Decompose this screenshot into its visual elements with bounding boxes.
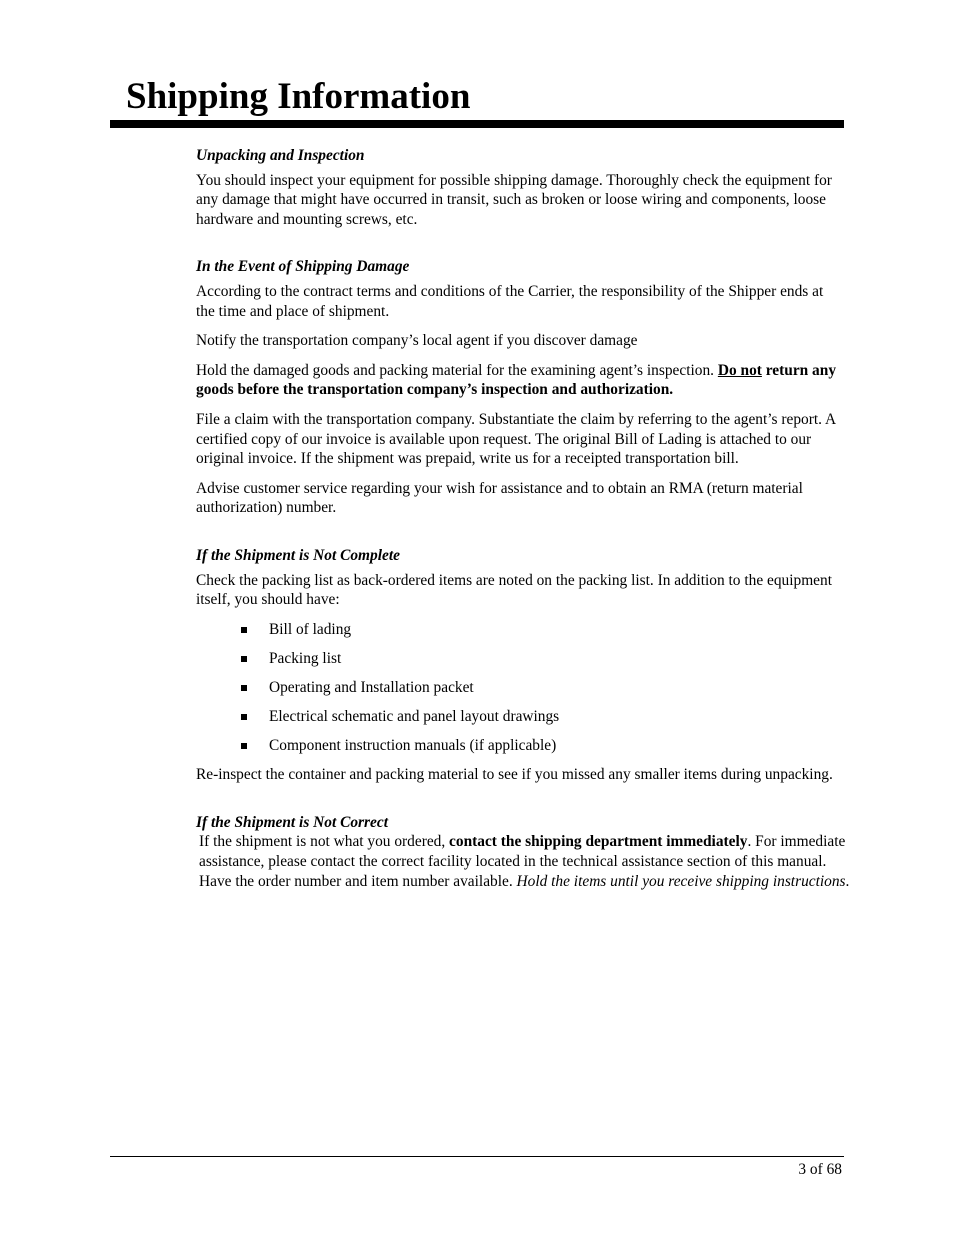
- square-bullet-icon: [241, 685, 247, 691]
- list-item-label: Operating and Installation packet: [269, 678, 474, 696]
- paragraph-do-not-return: [196, 361, 844, 400]
- list-item: [196, 678, 844, 698]
- section-heading: If the Shipment is Not Complete: [196, 546, 400, 564]
- list-item-label: Bill of lading: [269, 620, 352, 638]
- paragraph: According to the contract terms and conditions of the Carrier, the responsibility of the Shipper ends at the time and place of shipment.: [196, 282, 824, 320]
- list-item-label: Packing list: [269, 649, 342, 667]
- paragraph-not-correct: [199, 832, 851, 891]
- list-item: [196, 736, 844, 756]
- paragraph-text: .: [845, 872, 850, 890]
- section-heading: Unpacking and Inspection: [196, 147, 365, 164]
- paragraph-text: If the shipment is not what you ordered,: [199, 833, 450, 851]
- square-bullet-icon: [241, 743, 247, 749]
- paragraph: Re-inspect the container and packing material to see if you missed any smaller items during unpacking.: [196, 766, 833, 784]
- document-body: [196, 146, 850, 891]
- emphasis-bold: return any goods before the transportation company’s inspection and authorization.: [196, 361, 837, 399]
- paragraph-text: Hold the damaged goods and packing material for the examining agent’s inspection.: [196, 361, 718, 379]
- square-bullet-icon: [241, 714, 247, 720]
- footer-rule: [110, 1156, 844, 1157]
- square-bullet-icon: [241, 627, 247, 633]
- section-shipping-damage: [196, 257, 844, 518]
- paragraph: File a claim with the transportation company. Substantiate the claim by referring to the agent’s report. A certified copy of our invoice is available upon request. The original Bill of Lading is attached to our original invoice. If the shipment was prepaid, write us for a receipted transportation bill.: [196, 410, 836, 468]
- paragraph: Advise customer service regarding your wish for assistance and to obtain an RMA (return material authorization) number.: [196, 479, 803, 517]
- title-underline-rule: [110, 120, 844, 128]
- emphasis-bold: contact the shipping department immediately: [449, 833, 748, 851]
- paragraph-text: . For immediate assistance, please contact the correct facility located in the technical assistance section of this manual. Have the order number and item number available.: [199, 833, 846, 890]
- list-item: [196, 620, 844, 640]
- page-number: 3 of 68: [798, 1161, 842, 1178]
- paragraph: Check the packing list as back-ordered items are noted on the packing list. In addition to the equipment itself, you should have:: [196, 571, 832, 609]
- page-title: Shipping Information: [126, 76, 471, 117]
- section-unpacking: [196, 146, 844, 229]
- list-item-label: Electrical schematic and panel layout drawings: [269, 707, 560, 725]
- section-not-complete: [196, 546, 844, 785]
- required-items-list: [196, 620, 844, 756]
- square-bullet-icon: [241, 656, 247, 662]
- list-item: [196, 707, 844, 727]
- list-item-label: Component instruction manuals (if applicable): [269, 736, 557, 754]
- emphasis-italic: Hold the items until you receive shipping instructions: [516, 872, 846, 890]
- section-heading: If the Shipment is Not Correct: [196, 813, 388, 831]
- list-item: [196, 649, 844, 669]
- section-not-correct: [196, 813, 850, 891]
- section-heading: In the Event of Shipping Damage: [196, 258, 410, 276]
- paragraph: You should inspect your equipment for possible shipping damage. Thoroughly check the equipment for any damage that might have occurred in transit, such as broken or loose wiring and components, loose hardware and mounting screws, etc.: [196, 171, 832, 228]
- paragraph: Notify the transportation company’s local agent if you discover damage: [196, 332, 638, 350]
- emphasis-underlined: Do not: [717, 361, 762, 379]
